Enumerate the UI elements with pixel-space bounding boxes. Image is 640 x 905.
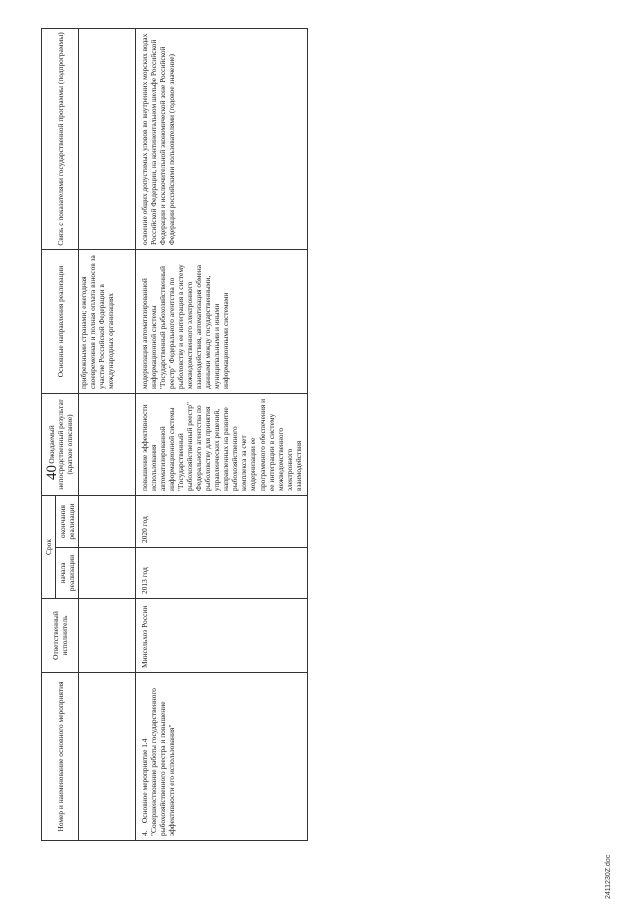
cell-executor [79,599,136,673]
table-row-continuation [79,28,136,840]
cell-indicators: освоение общих допустимых уловов во внутренних морских водах Российской Федерации, на континентальном шельфе Российской Федерации и исключительной экономической зоне Российской Федерации российскими пользователями (годовое значение) [136,28,308,249]
header-term-end: окончания реализации [56,495,79,547]
table-row [136,28,308,840]
cell-directions: прибрежными странами; ежегодная своевременная и полная оплата взносов за участие Российской Федерации в международных организациях [79,249,136,393]
cell-end: 2020 год [136,495,308,547]
header-result: Ожидаемый непосредственный результат (краткое описание) [42,393,79,495]
cell-end [79,495,136,547]
activity-name: Основное мероприятие 1.4 "Совершенствование работы государственного рыбохозяйственного реестра и повышение эффективности его использования" [140,688,177,836]
cell-indicators [79,28,136,249]
header-term: Срок [42,495,56,598]
cell-result [79,393,136,495]
header-executor: Ответственный исполнитель [42,599,79,673]
cell-number-name [79,673,136,841]
table-header-row [42,28,56,840]
page-number: 40 [44,465,60,480]
cell-start [79,548,136,599]
cell-number-name [136,673,308,841]
header-directions: Основные направления реализации [42,249,79,393]
header-indicators: Связь с показателями государственной программы (подпрограммы) [42,28,79,249]
header-term-start: начала реализации [56,548,79,599]
row-number: 4. [140,830,150,836]
cell-directions: модернизация автоматизированной информационной системы "Государственный рыбохозяйственный реестр" Федерального агентства по рыболовству и ее интеграция в систему межведомственного электронного взаимодействия, автоматизация обмена данными между государственными, муниципальными и иными информационными системами [136,249,308,393]
cell-result: повышение эффективности использования автоматизированной информационной системы "Государственный рыбохозяйственный реестр" Федерального агентства по рыболовству для принятия управленческих решений, направленных на развитие рыбохозяйственного комплекса за счет модернизации ее программного обеспечения и ее интеграции в систему межведомственного электронного взаимодействия [136,393,308,495]
cell-executor: Минсельхоз России [136,599,308,673]
header-number-name: Номер и наименование основного мероприятия [42,673,79,841]
document-code: 2411230Z.doc [605,854,612,899]
cell-start: 2013 год [136,548,308,599]
program-activities-table [41,28,308,841]
